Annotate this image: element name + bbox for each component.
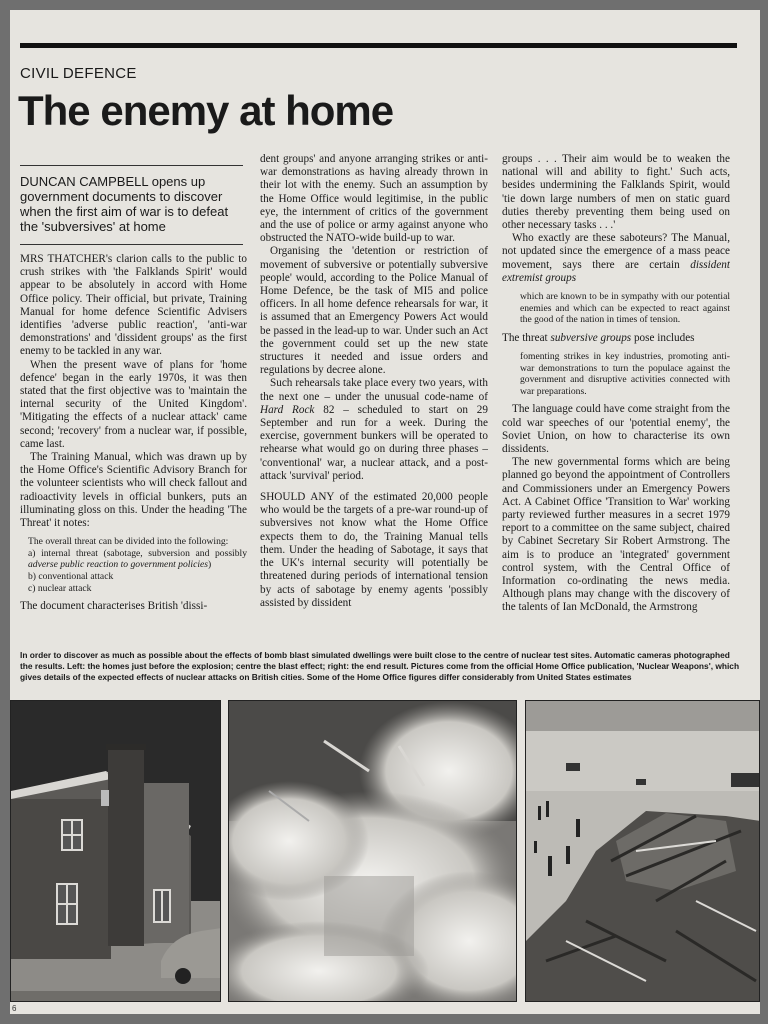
section-label: CIVIL DEFENCE: [20, 65, 137, 82]
paragraph: [260, 377, 488, 483]
page-number: 6: [12, 1004, 17, 1013]
photo-caption: In order to discover as much as possible about the effects of bomb blast simulated dwellings were built close to the centre of nuclear test sites. Automatic cameras photographed the results. Left: the homes just before the explosion; centre the blast effect; right: the end result. Pictures come from the official Home Office publication, 'Nuclear Weapons', which gives details of the expected effects of nuclear attacks on British cities. Some of the Home Office figures differ considerably from United States estimates: [20, 650, 740, 682]
ruins-after-illustration: [526, 701, 760, 1002]
text-run: Such rehearsals take place every two years, with the next one – under the unusual code-name of: [260, 377, 488, 403]
text-italic: subversive groups: [550, 331, 632, 344]
photo-ruins-after: [525, 700, 760, 1002]
photo-blast-effect: [228, 700, 517, 1002]
quote-line: c) nuclear attack: [28, 582, 92, 594]
article-column-1: [20, 253, 247, 653]
article-column-2: [260, 153, 488, 655]
paragraph: The new governmental forms which are being planned go beyond the appointment of Controllers and Commissioners under an Emergency Powers Act. A Cabinet Office 'Transition to War' working party reviewed further measures in a secret 1979 report to a committee on the same subject, chaired by Cabinet Secretary Sir Robert Armstrong. The aim is to produce an 'integrated' government control system, with the Central Office of Information co-ordinating the news media. Although plans may change with the discovery of the talents of Ian McDonald, the Armstrong: [502, 456, 730, 614]
quote-line: The overall threat can be divided into the following:: [28, 536, 229, 548]
dek-rule-top: [20, 165, 243, 166]
text-italic: Hard Rock: [260, 403, 315, 416]
photo-house-before: [10, 700, 221, 1002]
paragraph: [502, 232, 730, 285]
quote-line: ): [208, 559, 212, 571]
headline: The enemy at home: [18, 87, 394, 134]
paragraph: When the present wave of plans for 'home defence' began in the early 1970s, it was then stated that the first objective was to 'maintain the internal security of the United Kingdom'. 'Mitigating the effects of a nuclear attack' came second; 'recovery' from a nuclear war, if possible, came last.: [20, 358, 247, 450]
text-run: The threat: [502, 331, 548, 344]
text-italic: dissident extremist groups: [502, 258, 730, 284]
blast-effect-illustration: [229, 701, 517, 1002]
magazine-page: [10, 10, 760, 1014]
article-column-3: [502, 153, 730, 655]
house-before-illustration: [11, 701, 221, 1002]
paragraph: SHOULD ANY of the estimated 20,000 people who would be the targets of a pre-war round-up of subversives not know what the Home Office expects them to do, the Training Manual tells them. Under the heading of Sabotage, it says that the UK's internal security will potentially be threatened during periods of international tension by acts of sabotage by enemy agents 'possibly assisted by dissident: [260, 491, 488, 609]
text-run: Who exactly are these saboteurs? The Manual, not updated since the emergence of a mass peace movement, says there are certain: [502, 232, 730, 271]
paragraph: MRS THATCHER's clarion calls to the public to crush strikes with 'the Falklands Spirit' would appear to be absolutely in accord with Home Office policy. Their official, but private, Training Manual for home defence Scientific Advisers identifies 'adverse public reaction', 'anti-war demonstrations' and 'dissident groups' as the first enemy to be tackled in any war.: [20, 253, 247, 358]
quote-line: b) conventional attack: [28, 571, 114, 583]
dek-rule-bottom: [20, 244, 243, 245]
paragraph: dent groups' and anyone arranging strikes or anti-war demonstrations as having already thrown in their lot with the enemy. Such an assumption by the Home Office would legitimise, in the public eye, the internment of critics of the government and the use of police or army against anyone who obstructed the NATO-wide build-up to war.: [260, 153, 488, 245]
text-run: pose includes: [633, 331, 695, 344]
quote-line: a) internal threat (sabotage, subversion and possibly: [28, 547, 247, 559]
top-rule: [20, 43, 737, 48]
paragraph: groups . . . Their aim would be to weaken the national will and ability to fight.' Such acts, besides undermining the Falklands Spirit, would 'tie down large numbers of men on static guard duties thereby preventing them being used on other necessary tasks . . .': [502, 153, 730, 232]
text-run: 82 – scheduled to start on 29 September and run for a week. During the exercise, government bunkers will be operated to rehearse what would go on during three phases – 'conventional' war, a nuclear attack, and a post-attack 'survival' period.: [260, 403, 488, 482]
paragraph: [502, 332, 730, 345]
block-quote: fomenting strikes in key industries, promoting anti-war demonstrations to turn the populace against the government and disruptive activities connected with war preparations.: [520, 351, 730, 397]
paragraph: The language could have come straight from the cold war speeches of our 'potential enemy', the Soviet Union, on how to characterise its own dissidents.: [502, 403, 730, 455]
paragraph: The document characterises British 'dissi-: [20, 600, 208, 613]
paragraph: The Training Manual, which was drawn up by the Home Office's Scientific Advisory Branch for the volunteer scientists who will check fallout and radioactivity levels in official bunkers, puts an illuminating gloss on this. Under the heading 'The Threat' it notes:: [20, 451, 247, 530]
quote-italic: adverse public reaction to government policies: [28, 559, 209, 571]
paragraph: Organising the 'detention or restriction of movement of subversive or potentially subversive people' would, according to the Police Manual of Home Defence, be the task of MI5 and police officers. In all home defence rehearsals for war, it is assumed that an Emergency Powers Act would be passed in the lead-up to war. Under such an Act the government could set up the new state structures it needed and issue orders and regulations by decree alone.: [260, 245, 488, 377]
block-quote: [20, 536, 247, 594]
block-quote: which are known to be in sympathy with our potential enemies and which can be expected to react against the good of the nation in times of tension.: [520, 291, 730, 326]
standfirst: DUNCAN CAMPBELL opens up government documents to discover when the first aim of war is to defeat the 'subversives' at home: [20, 174, 229, 234]
